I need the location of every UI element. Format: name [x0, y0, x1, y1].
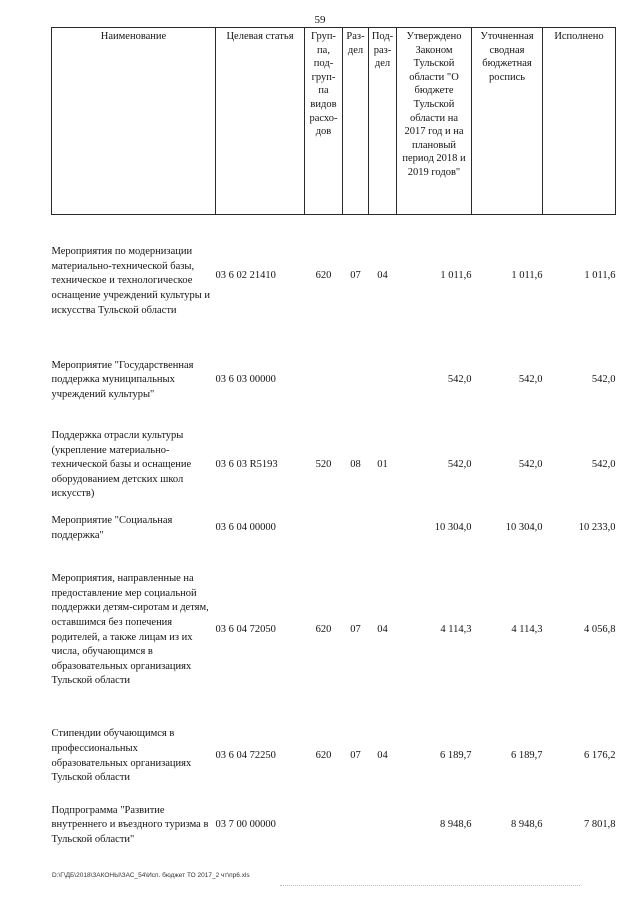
row-section — [343, 339, 369, 423]
row-group: 520 — [315, 459, 332, 471]
header-row — [52, 28, 616, 215]
row-group: 620 — [315, 750, 332, 762]
row-executed: 10 233,0 — [578, 522, 616, 534]
row-group — [305, 339, 343, 423]
row-section: 07 — [350, 270, 361, 282]
table-row — [52, 509, 616, 549]
footer-file-path: D:\Г\ДБ\2018\ЗАКОНЫ\ЗАС_54\Исп. бюджет ТО 2017_2 чт\пр6.xls — [52, 872, 250, 879]
row-approved: 1 011,6 — [440, 270, 472, 282]
table-row — [52, 549, 616, 713]
row-section: 07 — [350, 624, 361, 636]
row-executed: 7 801,8 — [584, 819, 616, 831]
row-name: Мероприятия, направленные на предоставление мер социальной поддержки детям-сиротам и детям, оставшимся без попечения родителей, а также лицам из их числа, обучающимся в образовательных организациях Тульской области — [51, 573, 209, 687]
row-name: Стипендии обучающимся в профессиональных образовательных организациях Тульской области — [51, 728, 192, 784]
row-section: 07 — [350, 750, 361, 762]
budget-table — [51, 27, 616, 851]
row-code: 03 6 03 R5193 — [215, 459, 278, 471]
row-code: 03 6 03 00000 — [215, 374, 276, 386]
header-approved: Утверждено Законом Тульской области "О бюджете Тульской области на 2017 год и на плановый период 2018 и 2019 годов" — [397, 28, 472, 215]
row-approved: 10 304,0 — [434, 522, 472, 534]
row-refined: 10 304,0 — [505, 522, 543, 534]
row-executed: 542,0 — [591, 459, 616, 471]
row-refined: 8 948,6 — [511, 819, 543, 831]
row-refined: 4 114,3 — [511, 624, 543, 636]
row-refined: 542,0 — [518, 374, 543, 386]
row-section — [343, 801, 369, 851]
table-row — [52, 713, 616, 801]
row-refined: 1 011,6 — [511, 270, 543, 282]
table-row — [52, 423, 616, 509]
row-subsection: 04 — [377, 624, 388, 636]
row-code: 03 6 04 00000 — [215, 522, 276, 534]
row-executed: 542,0 — [591, 374, 616, 386]
row-executed: 6 176,2 — [584, 750, 616, 762]
row-group: 620 — [315, 270, 332, 282]
row-section — [343, 509, 369, 549]
row-group: 620 — [315, 624, 332, 636]
table-row — [52, 801, 616, 851]
row-subsection: 01 — [377, 459, 388, 471]
row-subsection: 04 — [377, 750, 388, 762]
row-code: 03 6 04 72250 — [215, 750, 276, 762]
header-executed: Исполнено — [543, 28, 616, 215]
row-refined: 6 189,7 — [511, 750, 543, 762]
row-subsection — [369, 339, 397, 423]
row-subsection — [369, 509, 397, 549]
row-approved: 4 114,3 — [440, 624, 472, 636]
header-group: Груп-па, под-груп-па видов расхо-дов — [305, 28, 343, 215]
header-section: Раз-дел — [343, 28, 369, 215]
row-code: 03 6 02 21410 — [215, 270, 276, 282]
row-refined: 542,0 — [518, 459, 543, 471]
page-number: 59 — [314, 14, 326, 26]
row-name: Мероприятие "Государственная поддержка муниципальных учреждений культуры" — [51, 359, 194, 400]
header-target-article: Целевая статья — [216, 28, 305, 215]
row-group — [305, 801, 343, 851]
row-approved: 542,0 — [447, 459, 472, 471]
row-approved: 8 948,6 — [440, 819, 472, 831]
table-row — [52, 215, 616, 339]
row-group — [305, 509, 343, 549]
row-name: Поддержка отрасли культуры (укрепление материально-технической базы и оснащение оборудованием детских школ искусств) — [51, 430, 192, 500]
row-subsection — [369, 801, 397, 851]
row-approved: 6 189,7 — [440, 750, 472, 762]
footer-divider — [280, 885, 580, 886]
row-executed: 1 011,6 — [584, 270, 616, 282]
header-refined: Уточненная сводная бюджетная роспись — [472, 28, 543, 215]
row-executed: 4 056,8 — [584, 624, 616, 636]
row-name: Мероприятия по модернизации материально-технической базы, техническое и технологическое оснащение учреждений культуры и искусства Тульской области — [51, 246, 211, 316]
header-subsection: Под-раз-дел — [369, 28, 397, 215]
row-name: Мероприятие "Социальная поддержка" — [51, 514, 173, 541]
row-name: Подпрограмма "Развитие внутреннего и въездного туризма в Тульской области" — [51, 804, 209, 845]
row-code: 03 6 04 72050 — [215, 624, 276, 636]
row-section: 08 — [350, 459, 361, 471]
row-approved: 542,0 — [447, 374, 472, 386]
row-subsection: 04 — [377, 270, 388, 282]
header-name: Наименование — [52, 28, 216, 215]
row-code: 03 7 00 00000 — [215, 819, 276, 831]
table-row — [52, 339, 616, 423]
